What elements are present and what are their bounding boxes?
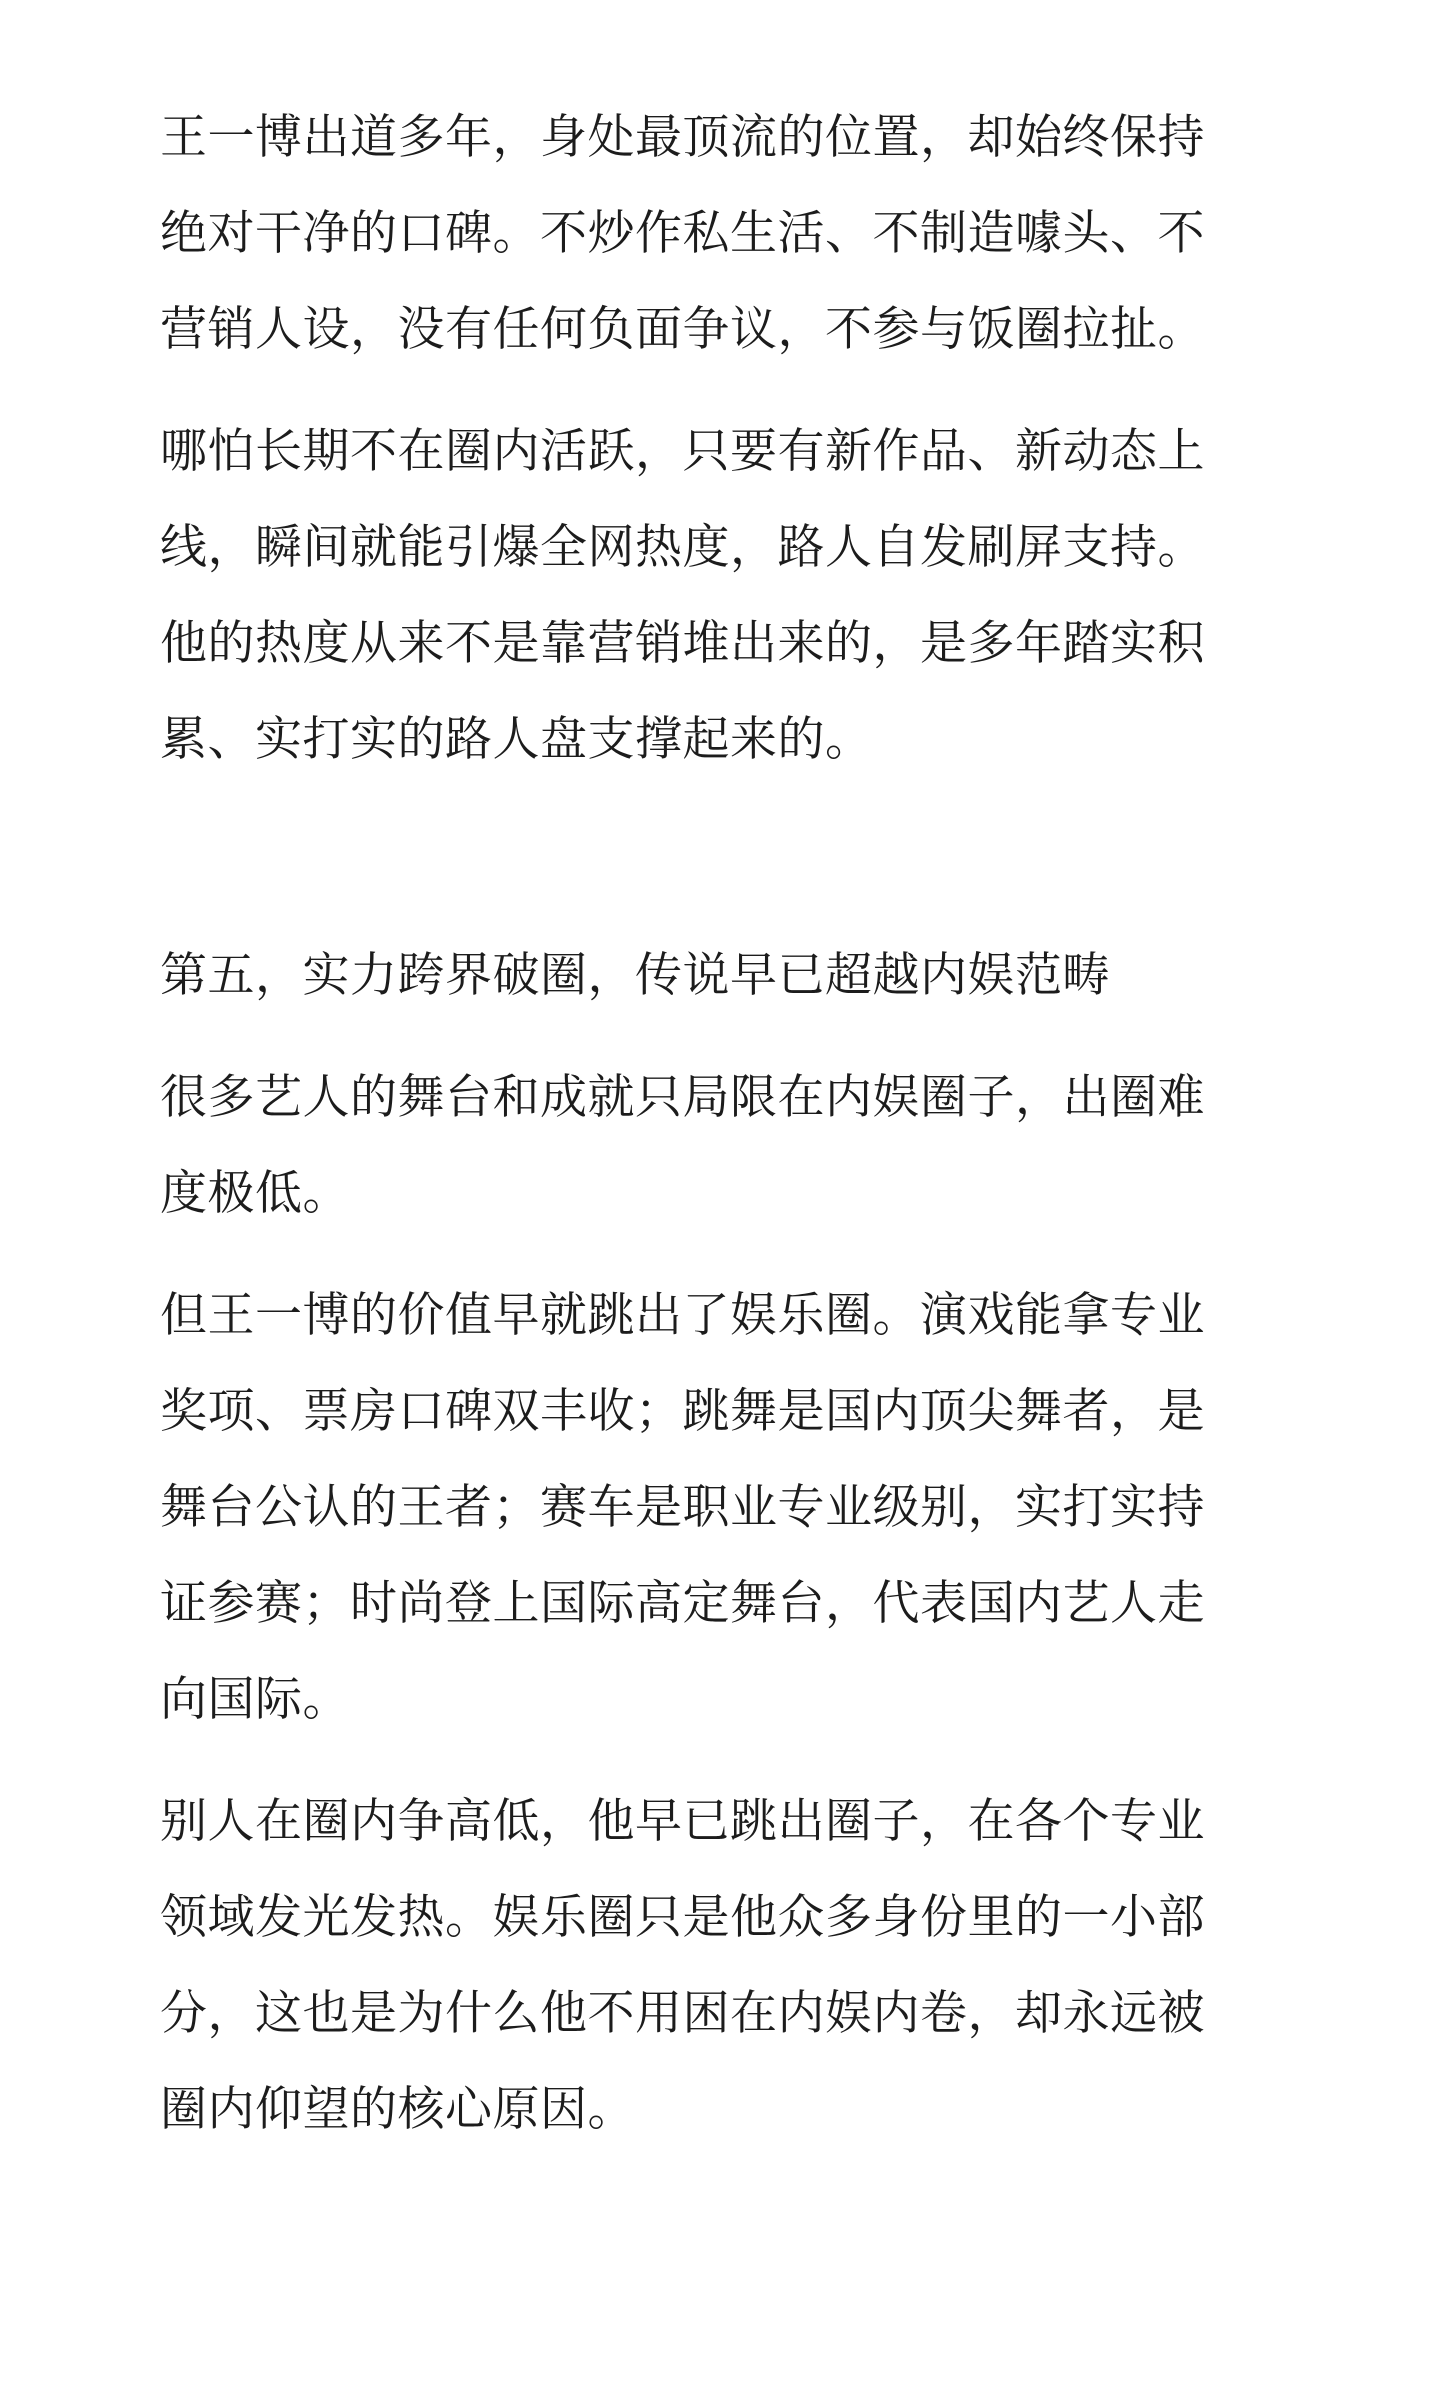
paragraph-limited-artists: 很多艺人的舞台和成就只局限在内娱圈子，出圈难 度极低。 — [160, 1070, 1205, 1221]
section-heading: 第五，实力跨界破圈，传说早已超越内娱范畴 — [160, 948, 1110, 1003]
article-body — [160, 90, 1360, 2158]
paragraph-spacer — [160, 1748, 1360, 1774]
paragraph-spacer — [160, 378, 1360, 404]
paragraph-spacer — [160, 1242, 1360, 1268]
paragraph-conclusion: 别人在圈内争高低，他早已跳出圈子，在各个专业 领域发光发热。娱乐圈只是他众多身份里的一小部 分，这也是为什么他不用困在内娱内卷，却永远被 圈内仰望的核心原因。 — [160, 1794, 1205, 2137]
paragraph-crossover-value: 但王一博的价值早就跳出了娱乐圈。演戏能拿专业 奖项、票房口碑双丰收；跳舞是国内顶尖舞者，是 舞台公认的王者；赛车是职业专业级别，实打实持 证参赛；时尚登上国际高定舞台，代表国内艺人走 向国际。 — [160, 1288, 1205, 1727]
paragraph-popularity: 哪怕长期不在圈内活跃，只要有新作品、新动态上 线，瞬间就能引爆全网热度，路人自发刷屏支持。 他的热度从来不是靠营销堆出来的，是多年踏实积 累、实打实的路人盘支撑起来的。 — [160, 424, 1205, 767]
section-spacer — [160, 788, 1360, 928]
paragraph-spacer — [160, 1024, 1360, 1050]
paragraph-reputation: 王一博出道多年，身处最顶流的位置，却始终保持 绝对干净的口碑。不炒作私生活、不制造噱头、不 营销人设，没有任何负面争议，不参与饭圈拉扯。 — [160, 110, 1205, 357]
